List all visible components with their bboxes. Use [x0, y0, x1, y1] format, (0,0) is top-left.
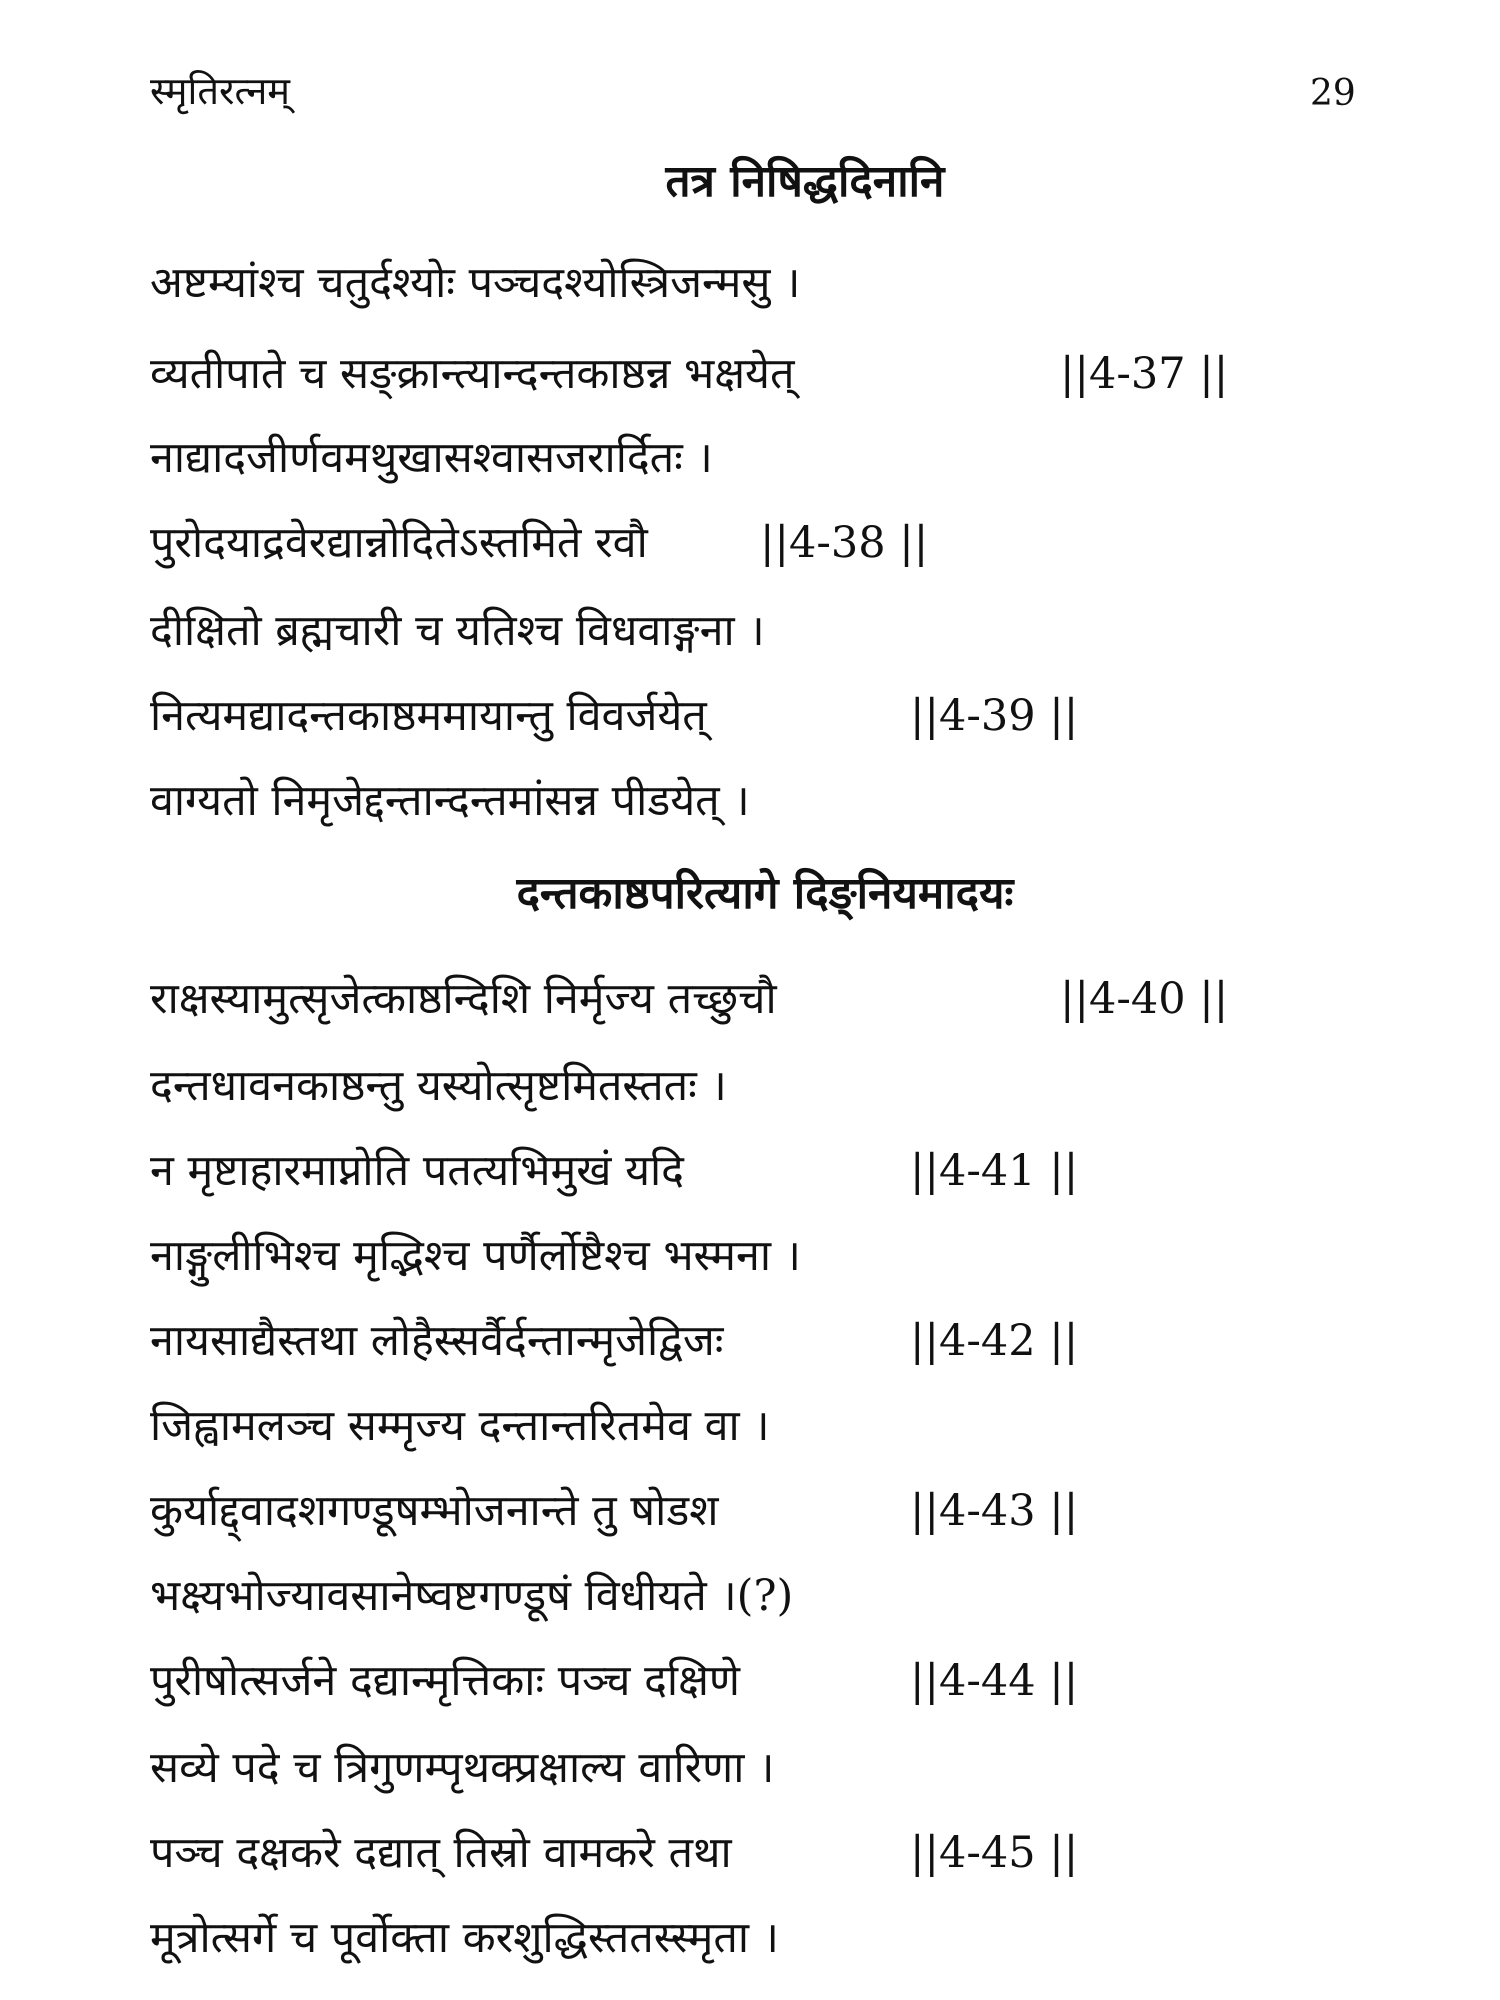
verse-number: ||4-40 ||	[1060, 974, 1229, 1024]
verse-number: ||4-45 ||	[910, 1828, 1079, 1878]
page-number: 29	[1310, 73, 1356, 114]
verse-text: व्यतीपाते च सङ्क्रान्त्यान्दन्तकाष्ठन्न भक्षयेत्	[150, 349, 795, 399]
verse-text: दीक्षितो ब्रह्मचारी च यतिश्च विधवाङ्गना ।	[150, 606, 765, 656]
verse-text: नायसाद्यैस्तथा लोहैस्सर्वैर्दन्तान्मृजेद्विजः	[150, 1316, 724, 1366]
verse-text: नाङ्गुलीभिश्च मृद्भिश्च पर्णैर्लोष्टैश्च भस्मना ।	[150, 1231, 801, 1281]
verse-text: राक्षस्यामुत्सृजेत्काष्ठन्दिशि निर्मृज्य तच्छुचौ	[150, 974, 777, 1024]
verse-text: सव्ये पदे च त्रिगुणम्पृथक्प्रक्षाल्य वारिणा ।	[150, 1743, 775, 1793]
verse-number: ||4-37 ||	[1060, 349, 1229, 399]
verse-number: ||4-44 ||	[910, 1656, 1079, 1706]
verse-number: ||4-41 ||	[910, 1146, 1079, 1196]
verse-number: ||4-43 ||	[910, 1486, 1079, 1536]
verse-text: पुरीषोत्सर्जने दद्यान्मृत्तिकाः पञ्च दक्षिणे	[150, 1656, 740, 1706]
verse-text: न मृष्टाहारमाप्नोति पतत्यभिमुखं यदि	[150, 1146, 685, 1196]
verse-text: भक्ष्यभोज्यावसानेष्वष्टगण्डूषं विधीयते ।(?)	[150, 1571, 794, 1621]
verse-text: जिह्वामलञ्च सम्मृज्य दन्तान्तरितमेव वा ।	[150, 1401, 770, 1451]
verse-text: वाग्यतो निमृजेद्दन्तान्दन्तमांसन्न पीडयेत् ।	[150, 776, 750, 826]
verse-text: दन्तधावनकाष्ठन्तु यस्योत्सृष्टमितस्ततः ।	[150, 1061, 727, 1111]
verse-text: कुर्याद्द्वादशगण्डूषम्भोजनान्ते तु षोडश	[150, 1486, 719, 1536]
verse-text: पुरोदयाद्रवेरद्यान्नोदितेऽस्तमिते रवौ	[150, 518, 648, 568]
verse-number: ||4-38 ||	[760, 518, 929, 568]
verse-text: अष्टम्यांश्च चतुर्दश्योः पञ्चदश्योस्त्रिजन्मसु ।	[150, 258, 801, 308]
section-heading: तत्र निषिद्धदिनानि	[665, 156, 945, 207]
verse-text: नित्यमद्यादन्तकाष्ठममायान्तु विवर्जयेत्	[150, 691, 707, 741]
verse-number: ||4-39 ||	[910, 691, 1079, 741]
running-head: स्मृतिरत्नम्	[150, 69, 291, 113]
verse-text: पञ्च दक्षकरे दद्यात् तिस्रो वामकरे तथा	[150, 1828, 732, 1878]
verse-text: नाद्यादजीर्णवमथुखासश्वासजरार्दितः ।	[150, 433, 713, 483]
section-heading: दन्तकाष्ठपरित्यागे दिङ्नियमादयः	[516, 868, 1014, 919]
verse-number: ||4-42 ||	[910, 1316, 1079, 1366]
verse-text: मूत्रोत्सर्गे च पूर्वोक्ता करशुद्धिस्ततस्स्मृता ।	[150, 1913, 779, 1963]
